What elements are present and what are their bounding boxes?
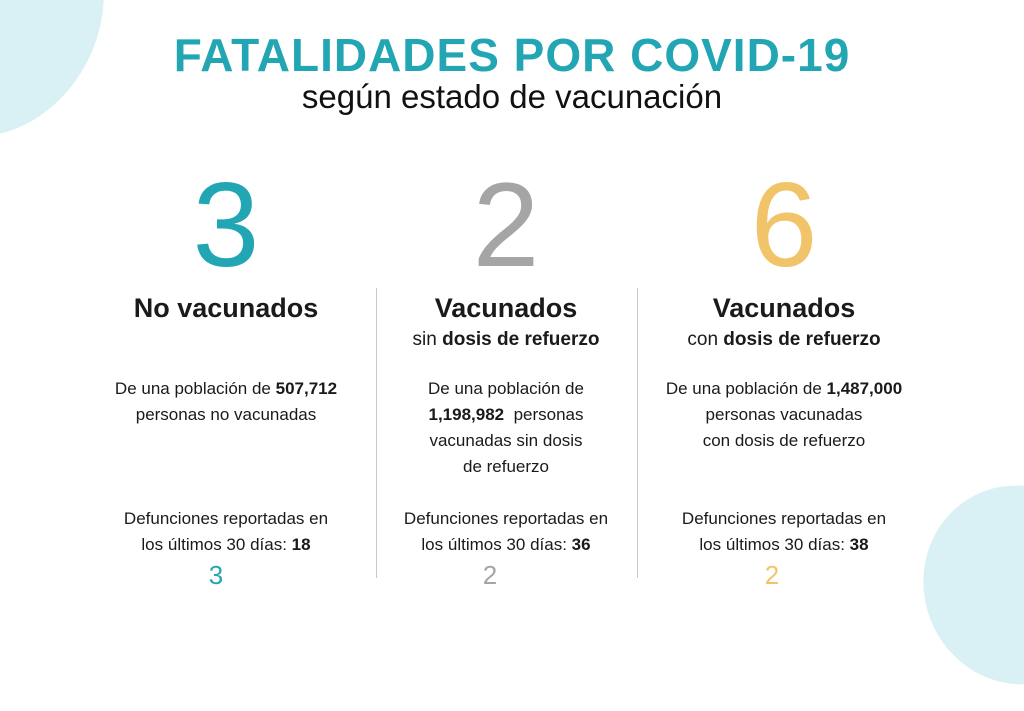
column-label: Vacunados xyxy=(434,293,578,323)
deaths-line2: los últimos 30 días: xyxy=(141,535,292,554)
cut-off-number: 2 xyxy=(764,560,780,590)
deaths-line2: los últimos 30 días: xyxy=(699,535,850,554)
cut-off-number: 3 xyxy=(208,560,224,590)
deaths-text xyxy=(634,506,934,558)
population-text xyxy=(76,376,376,428)
deaths-line1: Defunciones reportadas en xyxy=(681,509,887,528)
column-vaccinated-no-booster xyxy=(356,160,656,352)
population-prefix: De una población de xyxy=(665,379,827,398)
column-vaccinated-booster xyxy=(634,160,934,352)
deaths-line1: Defunciones reportadas en xyxy=(403,509,609,528)
sublabel-bold: dosis de refuerzo xyxy=(442,329,600,350)
column-sublabel xyxy=(634,328,934,352)
deaths-value: 36 xyxy=(571,535,591,554)
page-subtitle: según estado de vacunación xyxy=(301,78,723,115)
population-text xyxy=(634,376,934,454)
sublabel-bold: dosis de refuerzo xyxy=(723,329,881,350)
deaths-value: 38 xyxy=(849,535,869,554)
fatality-count: 3 xyxy=(192,158,260,292)
page-title: FATALIDADES POR COVID-19 xyxy=(173,29,851,81)
population-suffix: personas vacunadas sin dosis de refuerzo xyxy=(429,405,584,476)
column-label: Vacunados xyxy=(712,293,856,323)
column-sublabel xyxy=(356,328,656,352)
column-label: No vacunados xyxy=(133,293,319,323)
population-value: 507,712 xyxy=(275,379,338,398)
sublabel-prefix: sin xyxy=(412,329,443,350)
deaths-line1: Defunciones reportadas en xyxy=(123,509,329,528)
population-value: 1,198,982 xyxy=(428,405,505,424)
sublabel-prefix: con xyxy=(687,329,724,350)
deaths-text xyxy=(76,506,376,558)
population-value: 1,487,000 xyxy=(826,379,903,398)
population-suffix: personas vacunadas con dosis de refuerzo xyxy=(702,405,866,450)
deaths-text xyxy=(356,506,656,558)
fatality-count: 6 xyxy=(750,158,818,292)
column-unvaccinated xyxy=(76,160,376,324)
fatality-count: 2 xyxy=(472,158,540,292)
population-suffix: personas no vacunadas xyxy=(135,405,317,424)
population-text xyxy=(356,376,656,480)
population-prefix: De una población de xyxy=(428,379,584,398)
deaths-line2: los últimos 30 días: xyxy=(421,535,572,554)
population-prefix: De una población de xyxy=(114,379,276,398)
cut-off-number: 2 xyxy=(482,560,498,590)
deaths-value: 18 xyxy=(291,535,311,554)
